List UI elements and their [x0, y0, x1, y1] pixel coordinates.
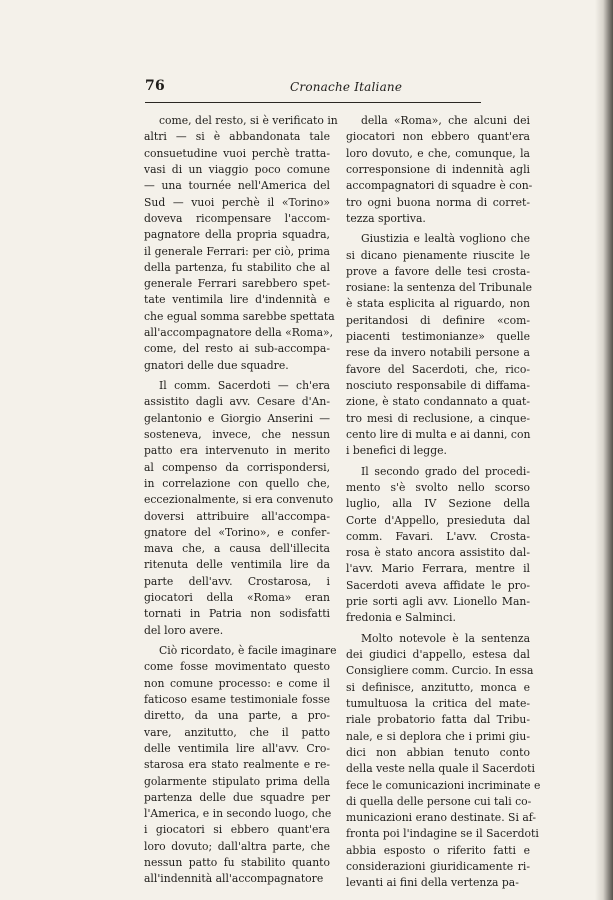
text-line: tornati in Patria non sodisfatti [144, 607, 330, 621]
text-line: è stata esplicita al riguardo, non [346, 297, 530, 311]
text-line: mava che, a causa dell'illecita [144, 542, 330, 556]
text-line: Molto notevole è la sentenza [361, 631, 530, 645]
text-line: prie sorti agli avv. Lionello Man- [346, 595, 530, 609]
text-line: mento s'è svolto nello scorso [346, 480, 530, 494]
text-line: tumultuosa la critica del mate- [346, 696, 530, 710]
text-line: Sud — vuoi perchè il «Torino» [144, 195, 330, 209]
text-line: ritenuta delle ventimila lire da [144, 558, 330, 572]
text-line: pagnatore della propria squadra, [144, 228, 330, 242]
text-line: golarmente stipulato prima della [144, 774, 330, 788]
text-line: fredonia e Salminci. [346, 611, 456, 625]
text-line: cento lire di multa e ai danni, con [346, 427, 531, 441]
text-line: i giocatori si ebbero quant'era [144, 823, 330, 837]
text-line: in correlazione con quello che, [144, 476, 330, 490]
text-line: municazioni erano destinate. Si af- [346, 811, 537, 825]
paragraph [144, 378, 334, 639]
text-line: della veste nella quale il Sacerdoti [346, 762, 535, 776]
paragraph [346, 464, 530, 627]
paragraph [346, 631, 541, 892]
paragraph [346, 231, 533, 459]
text-line: si definisce, anzitutto, monca e [346, 680, 530, 694]
text-line: come fosse movimentato questo [144, 660, 330, 674]
text-line: consuetudine vuoi perchè tratta- [144, 146, 330, 160]
text-line: Il comm. Sacerdoti — ch'era [159, 379, 330, 392]
text-line: di quella delle persone cui tali co- [346, 794, 532, 808]
text-line: favore del Sacerdoti, che, rico- [346, 362, 530, 376]
text-line: peritandosi di definire «com- [346, 313, 530, 327]
text-line: loro dovuto, e che, comunque, la [346, 146, 530, 160]
paragraph [144, 113, 338, 374]
text-line: considerazioni giuridicamente ri- [346, 860, 530, 874]
text-line: giocatori non ebbero quant'era [346, 130, 530, 144]
text-line: nessun patto fu stabilito quanto [144, 856, 330, 870]
text-line: faticoso esame testimoniale fosse [144, 692, 330, 706]
text-line: — una tournée nell'America del [144, 179, 330, 193]
text-line: corresponsione di indennità agli [346, 162, 530, 176]
text-line: tro mesi di reclusione, a cinque- [346, 411, 530, 425]
text-line: abbia esposto o riferito fatti e [346, 843, 530, 857]
text-line: dei giudici d'appello, estesa dal [346, 648, 530, 661]
text-line: doveva ricompensare l'accom- [144, 211, 330, 225]
page-header [145, 78, 485, 98]
text-line: assistito dagli avv. Cesare d'An- [144, 395, 330, 409]
running-head-title: Cronache Italiane [290, 80, 403, 94]
text-line: al compenso da corrispondersi, [144, 460, 330, 474]
text-line: Ciò ricordato, è facile imaginare [159, 644, 337, 657]
text-line: nale, e si deplora che i primi giu- [346, 729, 530, 743]
page-edge-shadow [595, 0, 613, 900]
page-number: 76 [145, 78, 166, 94]
text-line: all'indennità all'accompagnatore [144, 872, 324, 886]
text-line: gnatore del «Torino», e confer- [144, 525, 330, 539]
text-line: i benefici di legge. [346, 444, 447, 458]
text-line: vasi di un viaggio poco comune [144, 162, 330, 176]
text-line: Consigliere comm. Curcio. In essa [346, 664, 534, 678]
text-line: della «Roma», che alcuni dei [361, 114, 530, 127]
text-line: giocatori della «Roma» eran [144, 591, 330, 605]
text-line: Corte d'Appello, presieduta dal [346, 513, 530, 527]
text-line: tate ventimila lire d'indennità e [144, 293, 330, 307]
text-line: l'America, e in secondo luogo, che [144, 807, 332, 821]
text-line: diretto, da una parte, a pro- [144, 709, 330, 723]
text-line: riale probatorio fatta dal Tribu- [346, 713, 530, 727]
text-line: l'avv. Mario Ferrara, mentre il [346, 562, 530, 576]
right-column [346, 113, 541, 896]
text-line: Il secondo grado del procedi- [361, 464, 530, 478]
text-line: come, del resto, si è verificato in [159, 114, 338, 127]
text-line: altri — si è abbandonata tale [144, 130, 330, 144]
text-line: Sacerdoti aveva affidate le pro- [346, 578, 530, 592]
text-line: vare, anzitutto, che il patto [144, 725, 330, 739]
text-line: eccezionalmente, si era convenuto [144, 493, 334, 507]
text-line: rosa è stato ancora assistito dal- [346, 546, 530, 560]
paragraph [144, 643, 337, 888]
text-line: doversi attribuire all'accompa- [144, 509, 330, 523]
text-line: tro ogni buona norma di corret- [346, 195, 530, 209]
text-line: partenza delle due squadre per [144, 790, 330, 804]
text-line: fronta poi l'indagine se il Sacerdoti [346, 827, 539, 841]
text-line: delle ventimila lire all'avv. Cro- [144, 741, 330, 755]
text-line: starosa era stato realmente e re- [144, 758, 330, 772]
text-line: gelantonio e Giorgio Anserini — [144, 411, 330, 425]
text-line: accompagnatori di squadre è con- [346, 179, 533, 193]
text-line: prove a favore delle tesi crosta- [346, 264, 530, 278]
text-line: della partenza, fu stabilito che al [144, 260, 330, 274]
text-line: gnatori delle due squadre. [144, 358, 289, 372]
text-line: parte dell'avv. Crostarosa, i [144, 574, 330, 588]
text-line: loro dovuto; dall'altra parte, che [144, 839, 330, 853]
text-line: del loro avere. [144, 623, 224, 637]
header-rule [145, 102, 481, 103]
text-line: come, del resto ai sub-accompa- [144, 342, 330, 356]
text-line: nosciuto responsabile di diffama- [346, 379, 530, 392]
paragraph [346, 113, 533, 227]
text-line: zione, è stato condannato a quat- [346, 395, 530, 409]
text-line: fece le comunicazioni incriminate e [346, 778, 541, 792]
left-column [144, 113, 338, 892]
text-line: rese da invero notabili persone a [346, 346, 530, 360]
text-line: comm. Favari. L'avv. Crosta- [346, 529, 530, 543]
text-line: luglio, alla IV Sezione della [346, 497, 530, 511]
text-line: Giustizia e lealtà vogliono che [361, 232, 530, 246]
text-line: sosteneva, invece, che nessun [144, 427, 330, 441]
text-line: non comune processo: e come il [144, 676, 330, 690]
text-line: levanti ai fini della vertenza pa- [346, 876, 519, 890]
text-line: dici non abbian tenuto conto [346, 745, 530, 759]
text-line: si dicano pienamente riuscite le [346, 248, 530, 262]
text-line: piacenti testimonianze» quelle [346, 330, 530, 344]
text-line: rosiane: la sentenza del Tribunale [346, 281, 533, 295]
text-line: il generale Ferrari: per ciò, prima [144, 244, 330, 258]
text-line: tezza sportiva. [346, 211, 426, 225]
text-line: generale Ferrari sarebbero spet- [144, 277, 330, 291]
text-line: all'accompagnatore della «Roma», [144, 326, 334, 340]
text-line: patto era intervenuto in merito [144, 444, 330, 458]
text-line: che egual somma sarebbe spettata [144, 309, 335, 323]
